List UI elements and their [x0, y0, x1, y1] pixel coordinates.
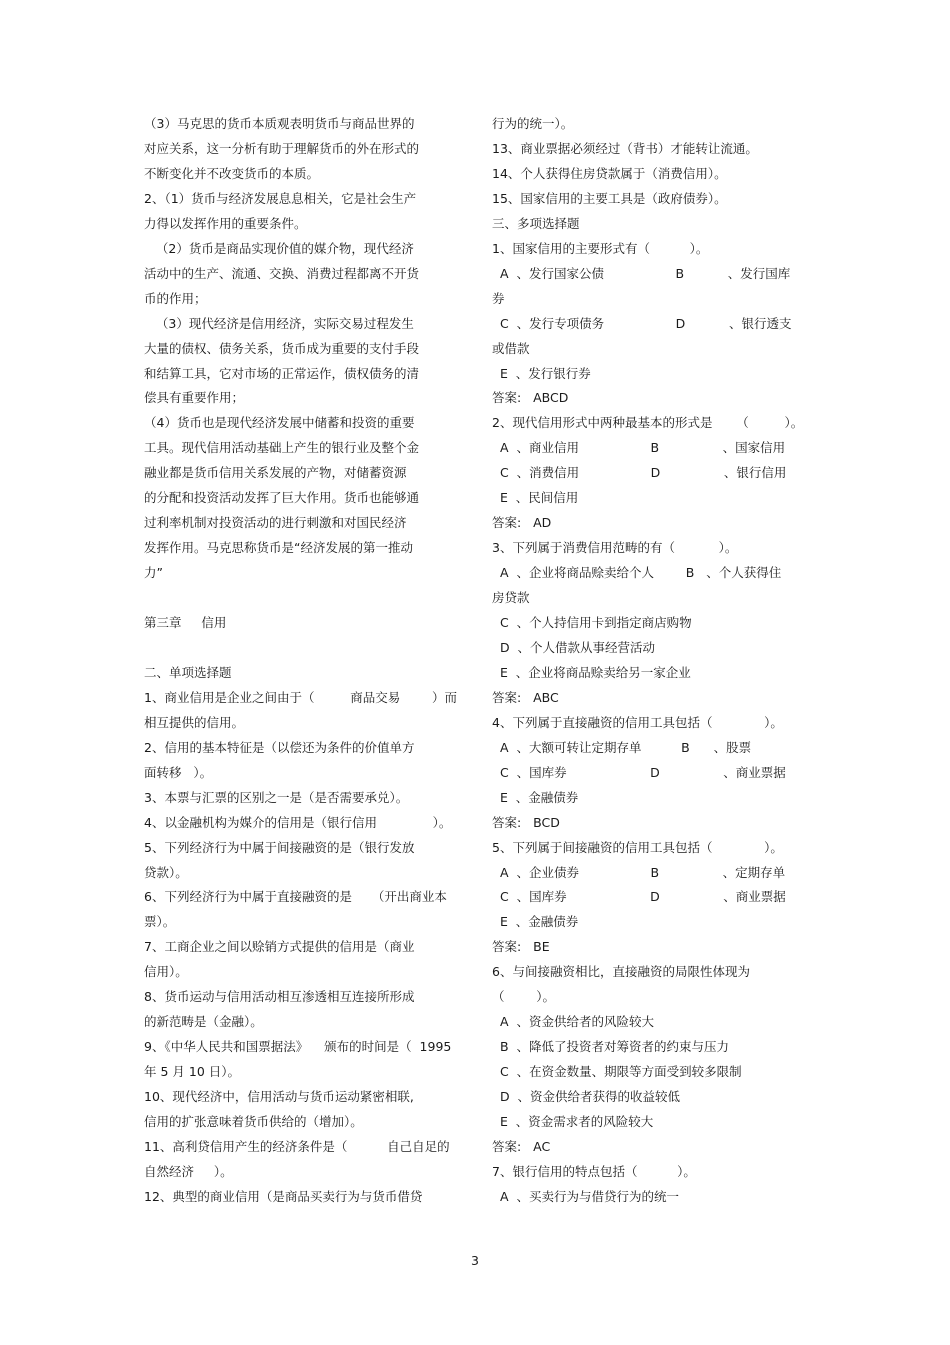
text-line: 年 5 月 10 日）。	[144, 1064, 241, 1079]
text-line: 第三章 信用	[144, 615, 227, 630]
text-line: E 、金融债券	[492, 914, 579, 929]
text-line: 币的作用；	[144, 291, 207, 306]
text-line: 答案: ABCD	[492, 390, 569, 405]
text-line: 2、信用的基本特征是（以偿还为条件的价值单方	[144, 740, 415, 755]
text-line: E 、民间信用	[492, 490, 579, 505]
text-line: C 、发行专项债务 D 、银行透支	[492, 316, 792, 331]
text-line: 券	[492, 291, 505, 306]
text-line: A 、资金供给者的风险较大	[492, 1014, 654, 1029]
text-line: C 、在资金数量、期限等方面受到较多限制	[492, 1064, 742, 1079]
text-line: 三、多项选择题	[492, 216, 580, 231]
text-line: 力”	[144, 565, 163, 580]
text-line: E 、金融债券	[492, 790, 579, 805]
text-line: 二、单项选择题	[144, 665, 232, 680]
text-line: 融业都是货币信用关系发展的产物，对储蓄资源	[144, 465, 407, 480]
text-line: 12、典型的商业信用（是商品买卖行为与货币借贷	[144, 1189, 423, 1204]
text-line: 2、（1）货币与经济发展息息相关，它是社会生产	[144, 191, 417, 206]
text-line: 相互提供的信用。	[144, 715, 245, 730]
text-line: 1、国家信用的主要形式有（ ）。	[492, 241, 709, 256]
text-line: 7、工商企业之间以赊销方式提供的信用是（商业	[144, 939, 415, 954]
text-line: （2）货币是商品实现价值的媒介物，现代经济	[144, 241, 414, 256]
text-line: 答案: BCD	[492, 815, 560, 830]
text-line: 9、《中华人民共和国票据法》 颁布的时间是（ 1995	[144, 1039, 452, 1054]
text-line: 4、以金融机构为媒介的信用是（银行信用 ）。	[144, 815, 452, 830]
text-line: 活动中的生产、流通、交换、消费过程都离不开货	[144, 266, 420, 281]
text-line: 13、商业票据必须经过（背书）才能转让流通。	[492, 141, 758, 156]
text-line: 答案: ABC	[492, 690, 559, 705]
text-line: 5、下列属于间接融资的信用工具包括（ ）。	[492, 840, 783, 855]
text-line: A 、企业债券 B 、定期存单	[492, 865, 786, 880]
text-line: 自然经济 ）。	[144, 1164, 233, 1179]
text-line: 不断变化并不改变货币的本质。	[144, 166, 320, 181]
text-line: 发挥作用。马克思称货币是“经济发展的第一推动	[144, 540, 413, 555]
text-line: 信用的扩张意味着货币供给的（增加）。	[144, 1114, 363, 1129]
text-line: 3、本票与汇票的区别之一是（是否需要承兑）。	[144, 790, 409, 805]
text-line: 力得以发挥作用的重要条件。	[144, 216, 307, 231]
text-line: E 、企业将商品赊卖给另一家企业	[492, 665, 691, 680]
text-line: 或借款	[492, 341, 530, 356]
text-line: 房贷款	[492, 590, 530, 605]
text-line: C 、国库券 D 、商业票据	[492, 889, 786, 904]
text-line: （ ）。	[492, 989, 556, 1004]
text-line: A 、买卖行为与借贷行为的统一	[492, 1189, 679, 1204]
text-line: （3）现代经济是信用经济，实际交易过程发生	[144, 316, 414, 331]
text-line: D 、个人借款从事经营活动	[492, 640, 656, 655]
text-line: 答案: BE	[492, 939, 550, 954]
text-line: 票）。	[144, 914, 176, 929]
text-line: 对应关系，这一分析有助于理解货币的外在形式的	[144, 141, 420, 156]
text-line: C 、国库券 D 、商业票据	[492, 765, 786, 780]
text-line: 11、高利贷信用产生的经济条件是（ 自己自足的	[144, 1139, 450, 1154]
text-line: 7、银行信用的特点包括（ ）。	[492, 1164, 696, 1179]
text-line: 14、个人获得住房贷款属于（消费信用）。	[492, 166, 727, 181]
text-line: 面转移 ）。	[144, 765, 213, 780]
text-line: E 、资金需求者的风险较大	[492, 1114, 654, 1129]
text-line: 过利率机制对投资活动的进行刺激和对国民经济	[144, 515, 407, 530]
text-line: E 、发行银行券	[492, 366, 591, 381]
text-line: B 、降低了投资者对筹资者的约束与压力	[492, 1039, 729, 1054]
text-line: 5、下列经济行为中属于间接融资的是（银行发放	[144, 840, 415, 855]
text-line: 和结算工具，它对市场的正常运作，债权债务的清	[144, 366, 420, 381]
text-line: C 、消费信用 D 、银行信用	[492, 465, 787, 480]
text-line: A 、大额可转让定期存单 B 、股票	[492, 740, 752, 755]
text-line: 工具。现代信用活动基础上产生的银行业及整个金	[144, 440, 420, 455]
text-line: 信用）。	[144, 964, 188, 979]
text-line: （4）货币也是现代经济发展中储蓄和投资的重要	[144, 415, 415, 430]
text-line: A 、商业信用 B 、国家信用	[492, 440, 786, 455]
text-line: 4、下列属于直接融资的信用工具包括（ ）。	[492, 715, 783, 730]
text-line: 15、国家信用的主要工具是（政府债券）。	[492, 191, 727, 206]
text-line: 6、下列经济行为中属于直接融资的是 （开出商业本	[144, 889, 447, 904]
text-line: A 、企业将商品赊卖给个人 B 、个人获得住	[492, 565, 782, 580]
text-line: 10、现代经济中，信用活动与货币运动紧密相联,	[144, 1089, 414, 1104]
text-line: 偿具有重要作用；	[144, 390, 245, 405]
text-line: 8、货币运动与信用活动相互渗透相互连接所形成	[144, 989, 415, 1004]
text-line: （3）马克思的货币本质观表明货币与商品世界的	[144, 116, 415, 131]
text-line: 行为的统一）。	[492, 116, 574, 131]
text-line: A 、发行国家公债 B 、发行国库	[492, 266, 791, 281]
text-line: 的分配和投资活动发挥了巨大作用。货币也能够通	[144, 490, 420, 505]
text-line: 3、下列属于消费信用范畴的有（ ）。	[492, 540, 738, 555]
text-line: 2、现代信用形式中两种最基本的形式是 （ ）。	[492, 415, 804, 430]
text-line: 贷款）。	[144, 865, 188, 880]
page-number: 3	[471, 1253, 479, 1268]
text-line: 的新范畴是（金融）。	[144, 1014, 263, 1029]
text-line: 6、与间接融资相比，直接融资的局限性体现为	[492, 964, 750, 979]
text-line: 1、商业信用是企业之间由于（ 商品交易 ）而	[144, 690, 458, 705]
text-line: D 、资金供给者获得的收益较低	[492, 1089, 681, 1104]
text-line: 大量的债权、债务关系，货币成为重要的支付手段	[144, 341, 420, 356]
text-line: 答案: AD	[492, 515, 552, 530]
text-line: 答案: AC	[492, 1139, 551, 1154]
text-line: C 、个人持信用卡到指定商店购物	[492, 615, 692, 630]
